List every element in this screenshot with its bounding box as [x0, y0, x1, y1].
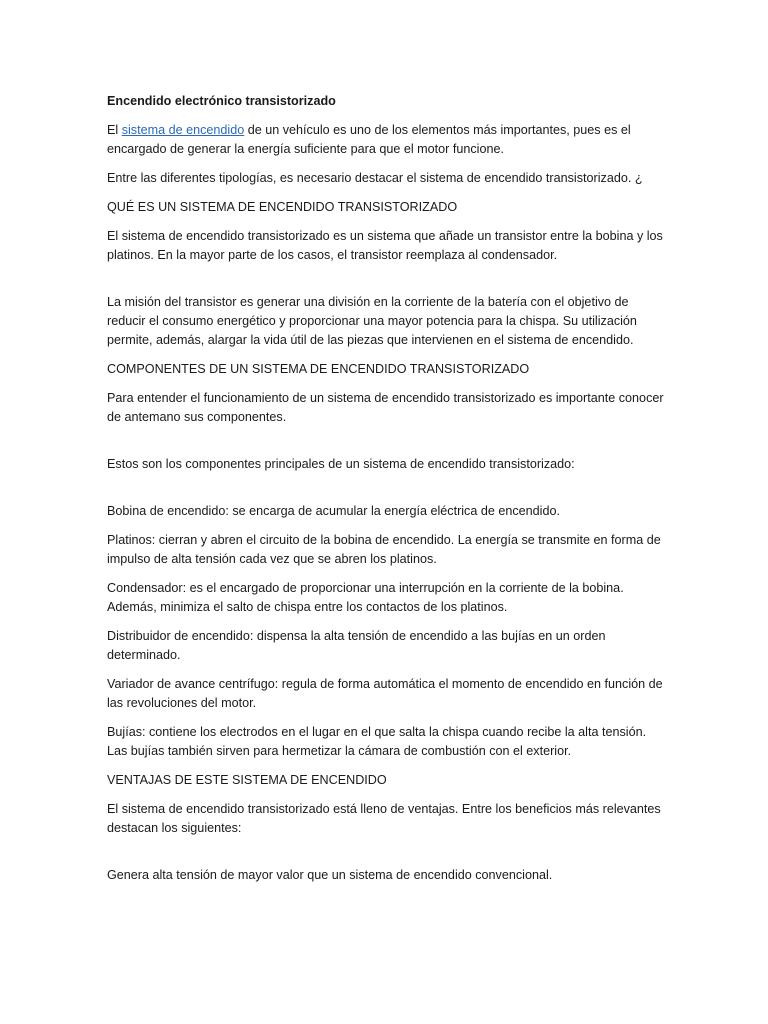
- typologies-paragraph: Entre las diferentes tipologías, es necesario destacar el sistema de encendido transistorizado. ¿: [107, 171, 643, 185]
- component-item: Variador de avance centrífugo: regula de forma automática el momento de encendido en función de las revoluciones del motor.: [107, 677, 663, 710]
- intro-paragraph: [107, 121, 667, 159]
- section-heading-what-is: QUÉ ES UN SISTEMA DE ENCENDIDO TRANSISTORIZADO: [107, 200, 458, 214]
- intro-text-before: El: [107, 123, 122, 137]
- components-intro-paragraph: Para entender el funcionamiento de un sistema de encendido transistorizado es importante conocer de antemano sus componentes.: [107, 391, 664, 424]
- section-heading-components: COMPONENTES DE UN SISTEMA DE ENCENDIDO TRANSISTORIZADO: [107, 362, 530, 376]
- component-item: Distribuidor de encendido: dispensa la alta tensión de encendido a las bujías en un orden determinado.: [107, 629, 606, 662]
- intro-text-after: de un vehículo es uno de los elementos más importantes, pues es el encargado de generar la energía suficiente para que el motor funcione.: [107, 123, 631, 156]
- advantages-intro-paragraph: El sistema de encendido transistorizado está lleno de ventajas. Entre los beneficios más relevantes destacan los siguientes:: [107, 802, 661, 835]
- ignition-system-link[interactable]: sistema de encendido: [121, 123, 245, 137]
- document-page: [107, 92, 667, 895]
- definition-paragraph: El sistema de encendido transistorizado es un sistema que añade un transistor entre la bobina y los platinos. En la mayor parte de los casos, el transistor reemplaza al condensador.: [107, 229, 663, 262]
- transistor-mission-paragraph: La misión del transistor es generar una división en la corriente de la batería con el objetivo de reducir el consumo energético y proporcionar una mayor potencia para la chispa. Su utilización permite, además, alargar la vida útil de las piezas que intervienen en el sistema de encendido.: [107, 295, 637, 347]
- component-item: Bujías: contiene los electrodos en el lugar en el que salta la chispa cuando recibe la alta tensión. Las bujías también sirven para hermetizar la cámara de combustión con el exterior.: [107, 725, 647, 758]
- advantage-item: Genera alta tensión de mayor valor que un sistema de encendido convencional.: [107, 868, 553, 882]
- component-item: Bobina de encendido: se encarga de acumular la energía eléctrica de encendido.: [107, 504, 560, 518]
- document-title: Encendido electrónico transistorizado: [107, 94, 336, 108]
- component-item: Platinos: cierran y abren el circuito de la bobina de encendido. La energía se transmite en forma de impulso de alta tensión cada vez que se abren los platinos.: [107, 533, 661, 566]
- component-item: Condensador: es el encargado de proporcionar una interrupción en la corriente de la bobina. Además, minimiza el salto de chispa entre los contactos de los platinos.: [107, 581, 624, 614]
- components-list-intro: Estos son los componentes principales de un sistema de encendido transistorizado:: [107, 457, 575, 471]
- section-heading-advantages: VENTAJAS DE ESTE SISTEMA DE ENCENDIDO: [107, 773, 387, 787]
